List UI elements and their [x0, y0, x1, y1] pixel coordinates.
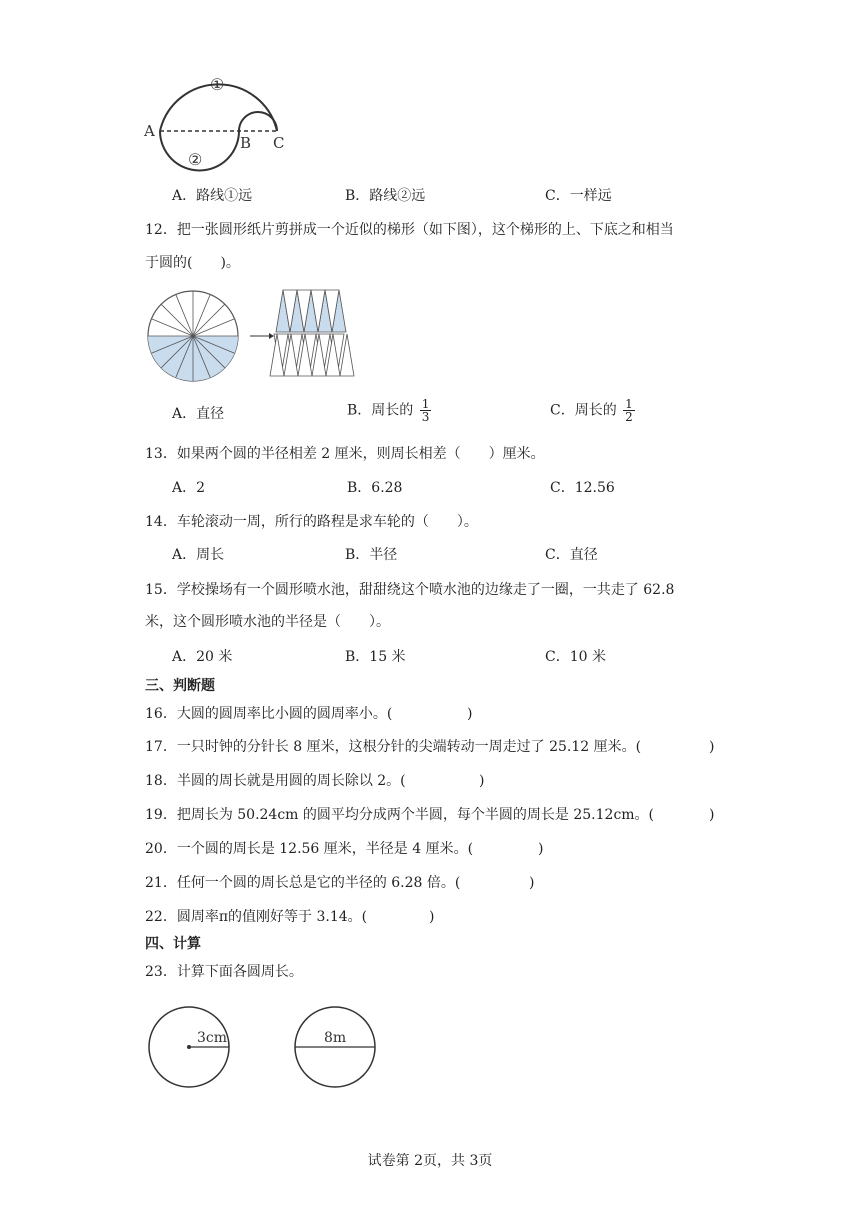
- judgment-19: 19．把周长为 50.24cm 的圆平均分成两个半圆，每个半圆的周长是 25.12cm。( ): [145, 807, 715, 823]
- page-footer: 试卷第 2页，共 3页: [367, 1153, 493, 1169]
- q12-option-c: [550, 398, 635, 423]
- fraction-one-third: [420, 398, 432, 423]
- q13-option-a: A．2: [172, 480, 206, 496]
- label-2: ②: [188, 150, 203, 169]
- q15-option-a: A．20 米: [172, 649, 233, 665]
- q14-option-b: B．半径: [345, 547, 398, 563]
- label-1: ①: [210, 75, 225, 94]
- radius-label: 3cm: [197, 1030, 228, 1046]
- q14-option-a: A．周长: [172, 547, 225, 563]
- fraction-denominator: 2: [625, 410, 633, 424]
- diameter-label: 8m: [324, 1030, 347, 1046]
- q11-option-a: A．路线①远: [172, 188, 253, 204]
- judgment-22: 22．圆周率π的值刚好等于 3.14。( ): [145, 909, 435, 925]
- q23-text: 23．计算下面各圆周长。: [145, 964, 303, 980]
- q14-option-c: C．直径: [545, 547, 598, 563]
- q13-text: 13．如果两个圆的半径相差 2 厘米，则周长相差（ ）厘米。: [145, 446, 545, 462]
- q12-option-a: A．直径: [172, 406, 225, 422]
- q15-option-c: C．10 米: [545, 649, 606, 665]
- q11-option-b: B．路线②远: [345, 188, 426, 204]
- label-a: A: [144, 122, 155, 140]
- q13-option-c: C．12.56: [550, 480, 615, 496]
- judgment-21: 21．任何一个圆的周长总是它的半径的 6.28 倍。( ): [145, 875, 535, 891]
- q12-text-line1: 12．把一张圆形纸片剪拼成一个近似的梯形（如下图），这个梯形的上、下底之和相当: [145, 222, 674, 238]
- q14-text: 14．车轮滚动一周，所行的路程是求车轮的（ ）。: [145, 514, 478, 530]
- q12-option-c-prefix: C．周长的: [550, 402, 617, 419]
- fraction-denominator: 3: [421, 410, 430, 424]
- label-b: B: [240, 134, 252, 152]
- judgment-16: 16．大圆的圆周率比小圆的圆周率小。( ): [145, 706, 473, 722]
- judgment-20: 20．一个圆的周长是 12.56 厘米，半径是 4 厘米。( ): [145, 841, 544, 857]
- q15-option-b: B．15 米: [345, 649, 406, 665]
- circle-radius-3cm: [145, 1005, 235, 1095]
- section-3-heading: 三、判断题: [145, 678, 215, 694]
- fraction-numerator: 1: [625, 397, 633, 411]
- section-4-heading: 四、计算: [145, 936, 201, 952]
- q12-option-b-prefix: B．周长的: [347, 402, 414, 419]
- circle-diameter-8m: [291, 1005, 381, 1095]
- q15-text-line1: 15．学校操场有一个圆形喷水池，甜甜绕这个喷水池的边缘走了一圈，一共走了 62.8: [145, 582, 675, 598]
- q12-option-b: [347, 398, 431, 423]
- fraction-numerator: 1: [421, 397, 430, 411]
- route-figure: [140, 70, 300, 180]
- fraction-one-half: [623, 398, 635, 423]
- judgment-17: 17．一只时钟的分针长 8 厘米，这根分针的尖端转动一周走过了 25.12 厘米。( ): [145, 739, 715, 755]
- circle-trapezoid-figure: [145, 288, 345, 383]
- q12-text-line2: 于圆的( )。: [145, 255, 240, 271]
- q11-option-c: C．一样远: [545, 188, 612, 204]
- label-c: C: [273, 134, 285, 152]
- judgment-18: 18．半圆的周长就是用圆的周长除以 2。( ): [145, 773, 485, 789]
- q15-text-line2: 米，这个圆形喷水池的半径是（ ）。: [145, 614, 390, 630]
- q13-option-b: B．6.28: [347, 480, 403, 496]
